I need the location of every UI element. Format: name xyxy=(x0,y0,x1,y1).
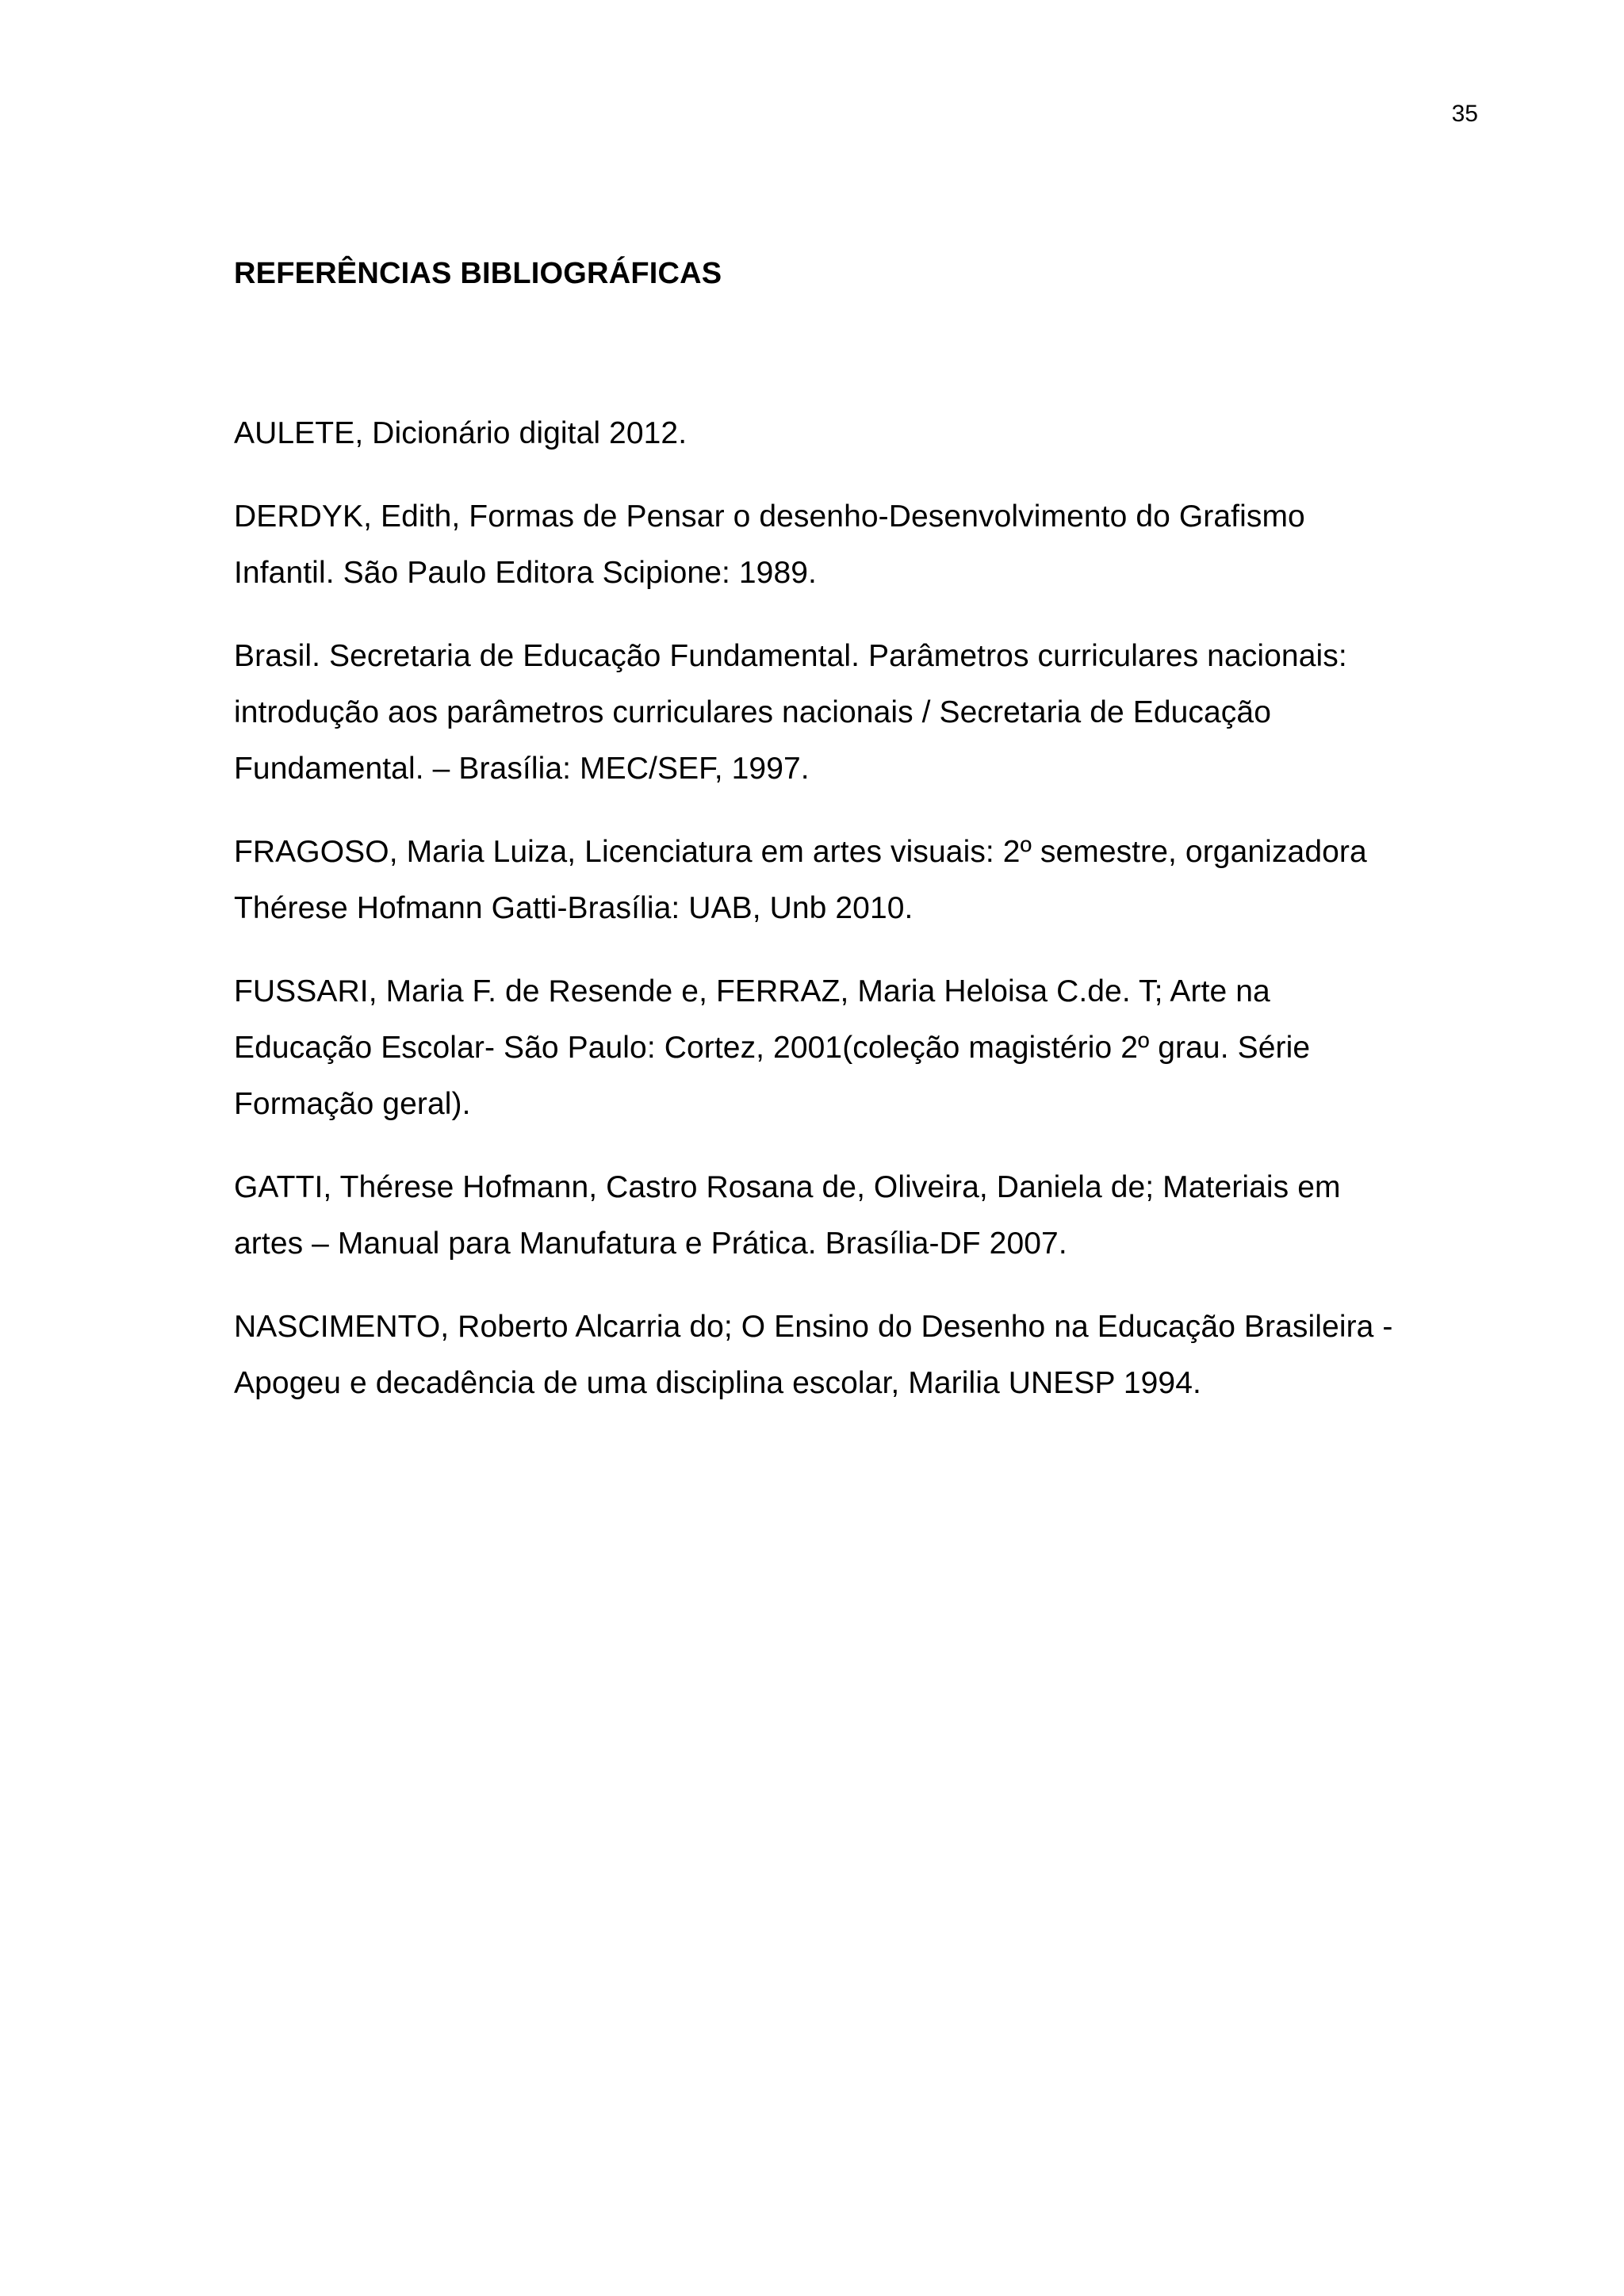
reference-entry-derdyk xyxy=(234,488,1485,601)
document-body xyxy=(234,250,1485,1438)
reference-line: FUSSARI, Maria F. de Resende e, FERRAZ, Maria Heloisa C.de. T; Arte na xyxy=(234,974,1270,1008)
reference-line: NASCIMENTO, Roberto Alcarria do; O Ensino do Desenho na Educação Brasileira - xyxy=(234,1310,1393,1344)
reference-line: Apogeu e decadência de uma disciplina escolar, Marilia UNESP 1994. xyxy=(234,1366,1201,1400)
section-title: REFERÊNCIAS BIBLIOGRÁFICAS xyxy=(234,257,722,290)
reference-list xyxy=(234,405,1485,1411)
reference-entry-brasil xyxy=(234,628,1485,797)
reference-entry-fussari xyxy=(234,963,1485,1132)
reference-line: Brasil. Secretaria de Educação Fundamental. Parâmetros curriculares nacionais: xyxy=(234,639,1347,673)
reference-line: AULETE, Dicionário digital 2012. xyxy=(234,416,688,450)
reference-line: Formação geral). xyxy=(234,1087,471,1121)
reference-entry-gatti xyxy=(234,1159,1485,1272)
reference-line: Fundamental. – Brasília: MEC/SEF, 1997. xyxy=(234,752,810,786)
reference-line: introdução aos parâmetros curriculares nacionais / Secretaria de Educação xyxy=(234,695,1271,729)
reference-line: Infantil. São Paulo Editora Scipione: 1989. xyxy=(234,556,817,590)
reference-line: artes – Manual para Manufatura e Prática. Brasília-DF 2007. xyxy=(234,1226,1067,1261)
reference-line: FRAGOSO, Maria Luiza, Licenciatura em artes visuais: 2º semestre, organizadora xyxy=(234,835,1367,869)
reference-entry-fragoso xyxy=(234,824,1485,936)
reference-line: GATTI, Thérese Hofmann, Castro Rosana de, Oliveira, Daniela de; Materiais em xyxy=(234,1170,1341,1204)
reference-entry-aulete xyxy=(234,405,1485,461)
reference-line: Thérese Hofmann Gatti-Brasília: UAB, Unb 2010. xyxy=(234,891,914,925)
reference-entry-nascimento xyxy=(234,1299,1485,1411)
reference-line: Educação Escolar- São Paulo: Cortez, 2001(coleção magistério 2º grau. Série xyxy=(234,1031,1311,1065)
reference-line: DERDYK, Edith, Formas de Pensar o desenho-Desenvolvimento do Grafismo xyxy=(234,499,1305,534)
page-number: 35 xyxy=(1451,101,1478,127)
